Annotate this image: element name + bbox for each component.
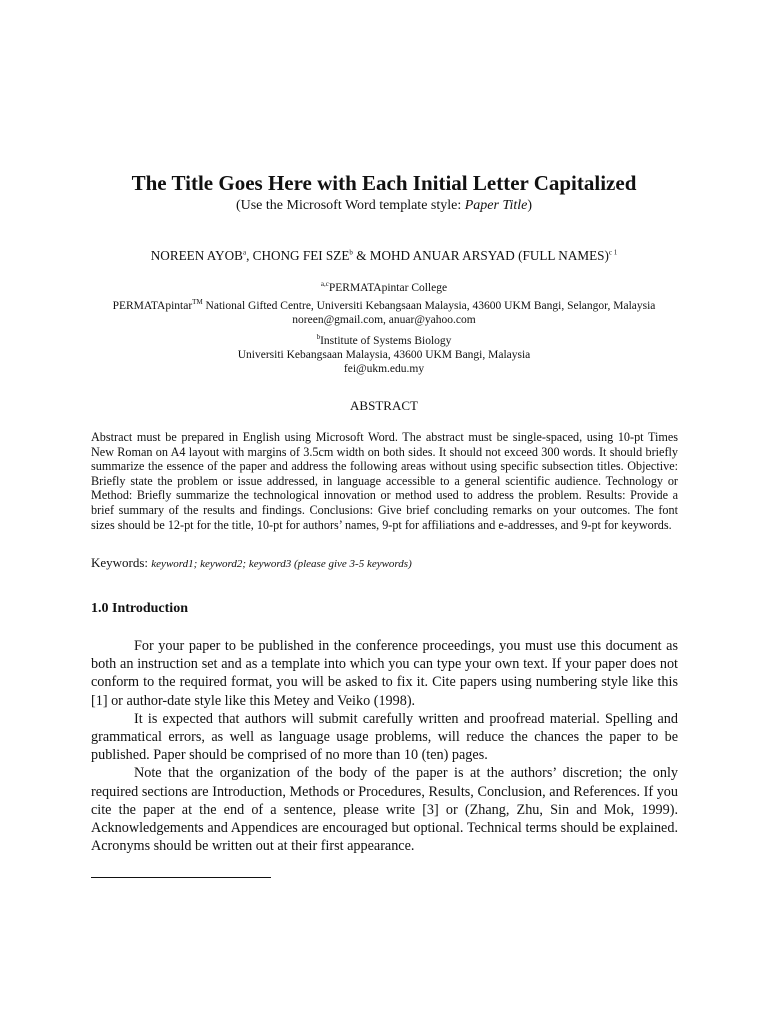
keywords-values: keyword1; keyword2; keyword3 (please give 3-5 keywords) [151, 558, 412, 570]
author-separator: , [246, 248, 253, 263]
affiliation-1 [0, 277, 768, 327]
keywords-label: Keywords: [91, 555, 152, 570]
affiliation-1-mark: a,c [320, 280, 329, 288]
author-2: CHONG FEI SZE [252, 248, 350, 263]
author-list [0, 248, 768, 264]
affiliation-1-address-rest: National Gifted Centre, Universiti Kebangsaan Malaysia, 43600 UKM Bangi, Selangor, Malaysia [202, 299, 656, 312]
abstract-heading: ABSTRACT [350, 398, 418, 413]
body-paragraph: It is expected that authors will submit carefully written and proofread material. Spelling and grammatical errors, as well as language usage problems, will reduce the chances the paper to be published. Paper should be comprised of no more than 10 (ten) pages. [91, 710, 678, 764]
affiliation-2-mark: b [316, 333, 321, 341]
affiliation-2-name-line [0, 330, 768, 348]
section-heading-introduction: 1.0 Introduction [91, 601, 188, 616]
introduction-body [91, 637, 678, 855]
paper-title: The Title Goes Here with Each Initial Letter Capitalized [131, 171, 637, 195]
affiliation-1-address [0, 295, 768, 313]
subtitle-suffix: ) [527, 198, 533, 213]
affiliation-2-email: fei@ukm.edu.my [343, 363, 425, 376]
affiliation-1-name-line [0, 277, 768, 295]
author-1: NOREEN AYOB [150, 248, 243, 263]
keywords-line [91, 555, 412, 571]
author-separator: & [352, 248, 370, 263]
author-2-affil-mark: b [349, 248, 353, 257]
affiliation-2-name: Institute of Systems Biology [320, 334, 452, 347]
affiliation-2-address: Universiti Kebangsaan Malaysia, 43600 UKM Bangi, Malaysia [237, 349, 531, 362]
author-1-affil-mark: a [242, 248, 247, 257]
title-style-note [0, 198, 768, 214]
affiliation-1-emails: noreen@gmail.com, anuar@yahoo.com [292, 314, 476, 327]
body-paragraph: Note that the organization of the body of the paper is at the authors’ discretion; the only required sections are Introduction, Methods or Procedures, Results, Conclusion, and References. If you cite the paper at the end of a sentence, please write [3] or (Zhang, Zhu, Sin and Mok, 1999). Acknowledgements and Appendices are encouraged but optional. Technical terms should be explained. Acronyms should be written out at their first appearance. [91, 765, 678, 855]
affiliation-1-name: PERMATApintar College [328, 281, 448, 294]
affiliation-2 [0, 330, 768, 376]
abstract-body: Abstract must be prepared in English using Microsoft Word. The abstract must be single-spaced, using 10-pt Times New Roman on A4 layout with margins of 3.5cm width on both sides. It should not exceed 300 words. It should briefly summarize the essence of the paper and address the following areas without using specific subsection titles. Objective: Briefly state the problem or issue addressed, in language accessible to a general scientific audience. Technology or Method: Briefly summarize the technological innovation or method used to address the problem. Results: Provide a brief summary of the results and findings. Conclusions: Give brief concluding remarks on your outcomes. The font sizes should be 12-pt for the title, 10-pt for authors’ names, 9-pt for affiliations and e-addresses, and 9-pt for keywords. [91, 430, 678, 532]
author-3-affil-mark: c 1 [608, 248, 618, 257]
author-3: MOHD ANUAR ARSYAD (FULL NAMES) [369, 248, 609, 263]
trademark-mark: TM [192, 298, 203, 307]
affiliation-1-org: PERMATApintar [112, 299, 193, 312]
subtitle-italic: Paper Title [464, 198, 528, 213]
subtitle-prefix: (Use the Microsoft Word template style: [235, 198, 465, 213]
body-paragraph: For your paper to be published in the conference proceedings, you must use this document as both an instruction set and as a template into which you can type your own text. If your paper does not conform to the required format, you will be asked to fix it. Cite papers using numbering style like this [1] or author-date style like this Metey and Veiko (1998). [91, 638, 678, 709]
footnote-separator [91, 877, 271, 878]
